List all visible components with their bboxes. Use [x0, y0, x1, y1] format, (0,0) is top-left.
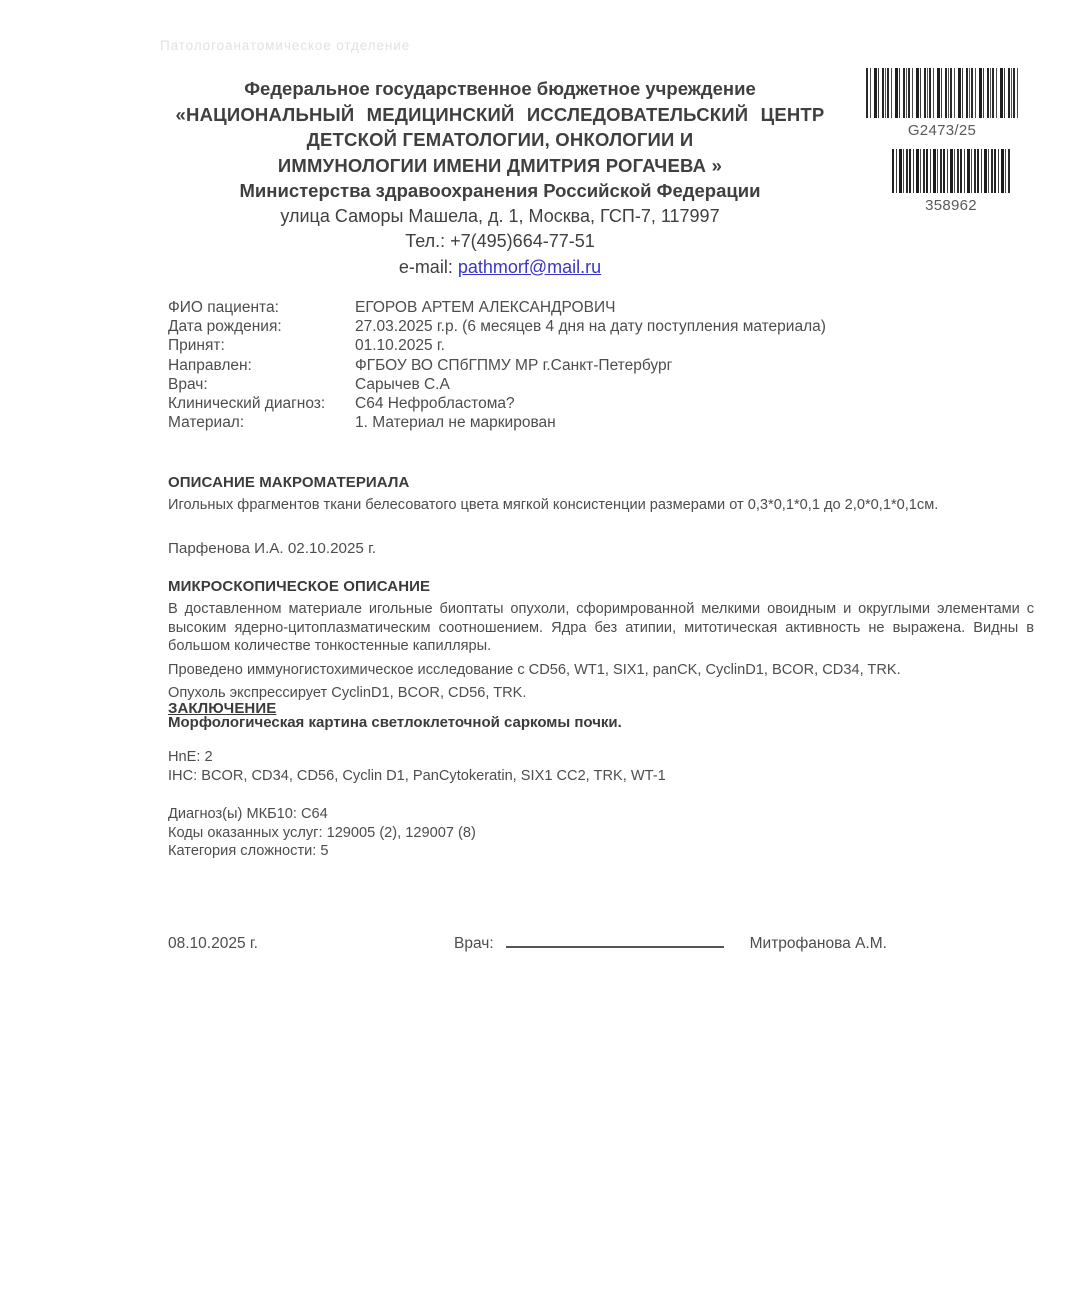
field-label: Материал: [168, 414, 245, 432]
org-line-3: ДЕТСКОЙ ГЕМАТОЛОГИИ, ОНКОЛОГИИ И [306, 129, 694, 150]
barcode-bars [866, 68, 1018, 118]
stain-ihc: IHC: BCOR, CD34, CD56, Cyclin D1, PanCytokeratin, SIX1 CC2, TRK, WT-1 [168, 767, 666, 784]
signature-row [168, 934, 928, 953]
field-value: Сарычев С.А [355, 375, 450, 393]
barcode-block [866, 68, 1018, 214]
micro-heading: МИКРОСКОПИЧЕСКОЕ ОПИСАНИЕ [168, 578, 431, 595]
barcode-caption: G2473/25 [907, 122, 977, 139]
patient-info-row [168, 413, 826, 432]
macro-description-section [168, 474, 1034, 515]
micro-text: В доставленном материале игольные биоптаты опухоли, сфоримрованной мелкими овоидным и округлыми элементами с высоким ядерно-цитоплазматическим соотношением. Ядра без атипии, митотическая активность не выражена. Видны в большом количестве тонкостенные капилляры. [168, 601, 1034, 655]
patient-info-row [168, 356, 826, 375]
field-label: Клинический диагноз: [168, 395, 326, 413]
field-value: C64 Нефробластома? [355, 395, 515, 413]
org-email-row [150, 255, 850, 281]
macro-heading: ОПИСАНИЕ МАКРОМАТЕРИАЛА [168, 474, 410, 491]
patient-info-row [168, 336, 826, 355]
barcode-bars [892, 149, 1010, 193]
field-label: Врач: [168, 375, 208, 393]
stain-hne: HnE: 2 [168, 749, 213, 765]
barcode-primary [866, 68, 1018, 139]
macro-text: Игольных фрагментов ткани белесоватого цвета мягкой консистенции размерами от 0,3*0,1*0,1 до 2,0*0,1*0,1см. [168, 497, 939, 513]
email-label: e-mail: [398, 256, 453, 277]
org-ministry: Министерства здравоохранения Российской Федерации [239, 180, 761, 201]
micro-ihc-performed: Проведено иммуногистохимическое исследование с CD56, WT1, SIX1, panCK, CyclinD1, BCOR, CD34, TRK. [168, 661, 901, 678]
conclusion-text: Морфологическая картина светлоклеточной саркомы почки. [168, 714, 622, 731]
field-value: 1. Материал не маркирован [355, 414, 556, 432]
org-phone: Тел.: +7(495)664-77-51 [405, 231, 595, 251]
field-value: ЕГОРОВ АРТЕМ АЛЕКСАНДРОВИЧ [355, 299, 616, 316]
department-header: Патологоанатомическое отделение [160, 38, 411, 53]
conclusion-section [168, 700, 1034, 731]
patient-info-row [168, 394, 826, 413]
signature-doctor-name: Митрофанова А.М. [749, 935, 887, 952]
stain-block [168, 748, 666, 785]
barcode-secondary [892, 149, 1010, 214]
field-value: ФГБОУ ВО СПбГПМУ МР г.Санкт-Петербург [355, 356, 673, 374]
micro-ihc-expressed: Опухоль экспрессирует CyclinD1, BCOR, CD56, TRK. [168, 685, 527, 702]
organization-header [150, 76, 850, 280]
signature-line [506, 934, 724, 948]
complexity-category: Категория сложности: 5 [168, 843, 329, 860]
org-line-4: ИММУНОЛОГИИ ИМЕНИ ДМИТРИЯ РОГАЧЕВА » [277, 154, 723, 176]
service-codes: Коды оказанных услуг: 129005 (2), 129007 (8) [168, 824, 476, 841]
org-line-2: «НАЦИОНАЛЬНЫЙ МЕДИЦИНСКИЙ ИССЛЕДОВАТЕЛЬСКИЙ ЦЕНТР [175, 103, 825, 125]
org-address: улица Саморы Машела, д. 1, Москва, ГСП-7, 117997 [280, 205, 720, 226]
signature-date: 08.10.2025 г. [168, 935, 258, 952]
patient-info-row [168, 317, 826, 336]
conclusion-heading: ЗАКЛЮЧЕНИЕ [168, 700, 277, 717]
patient-info-row [168, 298, 826, 317]
barcode-caption: 358962 [925, 197, 977, 214]
signature-doctor-label: Врач: [454, 935, 494, 952]
email-link[interactable]: pathmorf@mail.ru [457, 256, 602, 277]
field-label: Направлен: [168, 356, 252, 374]
patient-info-table [168, 298, 826, 432]
field-value: 27.03.2025 г.р. (6 месяцев 4 дня на дату поступления материала) [355, 318, 826, 336]
macro-author: Парфенова И.А. 02.10.2025 г. [168, 540, 376, 557]
field-value: 01.10.2025 г. [355, 337, 445, 355]
patient-info-row [168, 375, 826, 394]
field-label: ФИО пациента: [168, 299, 279, 316]
org-line-1: Федеральное государственное бюджетное учреждение [244, 78, 756, 99]
microscopic-description-section [168, 578, 1034, 703]
diagnosis-code: Диагноз(ы) МКБ10: C64 [168, 806, 328, 822]
codes-block [168, 805, 476, 861]
field-label: Дата рождения: [168, 318, 282, 336]
field-label: Принят: [168, 337, 225, 355]
